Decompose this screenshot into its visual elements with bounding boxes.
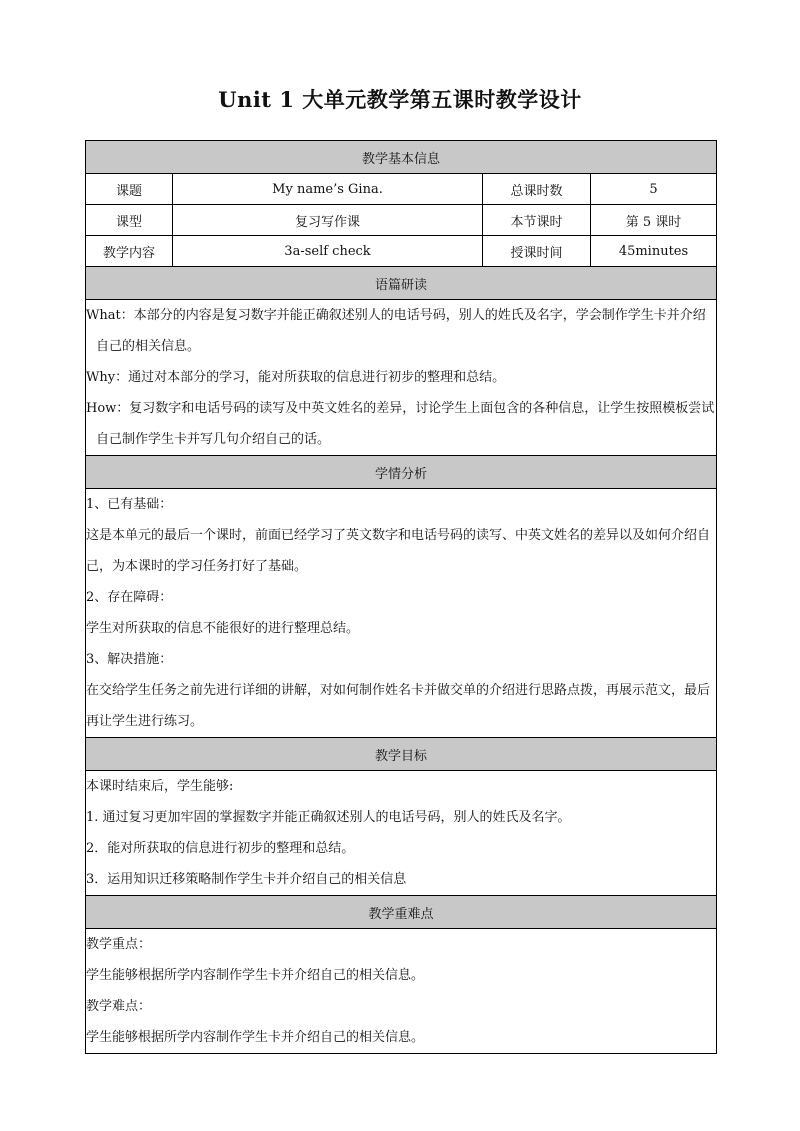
section-title: 语篇研读 [86,267,717,300]
info-value: 45minutes [591,236,717,267]
info-row [86,236,717,267]
subheading: 教学重点： [86,937,152,952]
info-label: 授课时间 [483,236,591,267]
paragraph: 学生能够根据所学内容制作学生卡并介绍自己的相关信息。 [86,1030,425,1045]
info-value: 5 [591,174,717,205]
info-label: 课题 [86,174,173,205]
goal-item: 1. 通过复习更加牢固的掌握数字并能正确叙述别人的电话号码，别人的姓氏及名字。 [86,810,571,825]
subheading: 教学难点： [86,999,152,1014]
section-header-text-study [86,267,717,300]
text-study-body [86,300,717,456]
section-header-learner-analysis [86,456,717,489]
info-label: 本节课时 [483,205,591,236]
goals-intro: 本课时结束后，学生能够: [86,779,234,794]
info-value: 3a-self check [173,236,483,267]
paragraph: 学生对所获取的信息不能很好的进行整理总结。 [86,621,360,636]
info-value: 复习写作课 [173,205,483,236]
info-label: 总课时数 [483,174,591,205]
section-title: 学情分析 [86,456,717,489]
what-paragraph: What：本部分的内容是复习数字并能正确叙述别人的电话号码，别人的姓氏及名字，学会制作学生卡并介绍自己的相关信息。 [86,308,706,354]
section-title: 教学重难点 [86,896,717,929]
subheading: 1、已有基础： [86,497,173,512]
section-header-teaching-goals [86,738,717,771]
section-header-basic-info [86,141,717,174]
info-value: My name’s Gina. [173,174,483,205]
section-title: 教学目标 [86,738,717,771]
key-points-body [86,929,717,1054]
subheading: 2、存在障碍： [86,590,173,605]
learner-analysis-body [86,489,717,738]
how-paragraph: How：复习数字和电话号码的读写及中英文姓名的差异，讨论学生上面包含的各种信息，让学生按照模板尝试自己制作学生卡并写几句介绍自己的话。 [86,401,715,447]
goal-item: 3．运用知识迁移策略制作学生卡并介绍自己的相关信息 [86,872,407,887]
document-title: Unit 1 大单元教学第五课时教学设计 [218,87,582,112]
why-paragraph: Why：通过对本部分的学习，能对所获取的信息进行初步的整理和总结。 [86,370,506,385]
section-title: 教学基本信息 [86,141,717,174]
info-row [86,174,717,205]
paragraph: 这是本单元的最后一个课时，前面已经学习了英文数字和电话号码的读写、中英文姓名的差异以及如何介绍自己，为本课时的学习任务打好了基础。 [86,528,711,574]
info-label: 课型 [86,205,173,236]
lesson-plan-table [85,140,717,1054]
goal-item: 2．能对所获取的信息进行初步的整理和总结。 [86,841,355,856]
paragraph: 学生能够根据所学内容制作学生卡并介绍自己的相关信息。 [86,968,425,983]
paragraph: 在交给学生任务之前先进行详细的讲解，对如何制作姓名卡并做交单的介绍进行思路点拨，再展示范文，最后再让学生进行练习。 [86,683,711,729]
info-row [86,205,717,236]
info-label: 教学内容 [86,236,173,267]
section-header-key-points [86,896,717,929]
teaching-goals-body [86,771,717,896]
subheading: 3、解决措施： [86,652,173,667]
info-value: 第 5 课时 [591,205,717,236]
